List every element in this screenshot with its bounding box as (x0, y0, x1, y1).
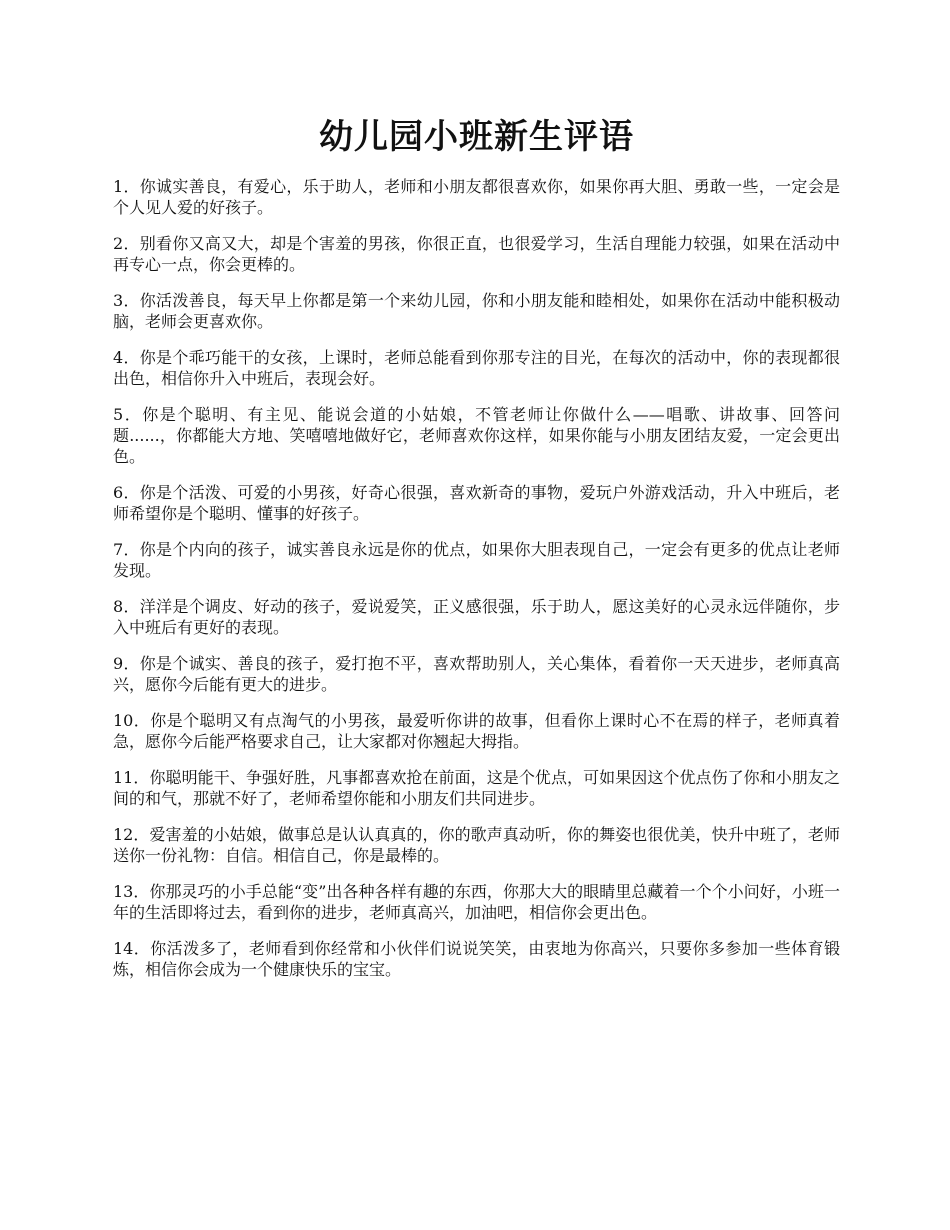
comment-paragraph: 11．你聪明能干、争强好胜，凡事都喜欢抢在前面，这是个优点，可如果因这个优点伤了你和小朋友之间的和气，那就不好了，老师希望你能和小朋友们共同进步。 (113, 768, 840, 808)
comment-paragraph: 12．爱害羞的小姑娘，做事总是认认真真的，你的歌声真动听，你的舞姿也很优美，快升中班了，老师送你一份礼物：自信。相信自己，你是最棒的。 (113, 825, 840, 865)
comment-paragraph: 10．你是个聪明又有点淘气的小男孩，最爱听你讲的故事，但看你上课时心不在焉的样子，老师真着急，愿你今后能严格要求自己，让大家都对你翘起大拇指。 (113, 711, 840, 751)
comment-paragraph: 2．别看你又高又大，却是个害羞的男孩，你很正直，也很爱学习，生活自理能力较强，如果在活动中再专心一点，你会更棒的。 (113, 234, 840, 274)
document-page (113, 112, 840, 995)
comment-paragraph: 9．你是个诚实、善良的孩子，爱打抱不平，喜欢帮助别人，关心集体，看着你一天天进步，老师真高兴，愿你今后能有更大的进步。 (113, 654, 840, 694)
comment-paragraph: 1．你诚实善良，有爱心，乐于助人，老师和小朋友都很喜欢你，如果你再大胆、勇敢一些，一定会是个人见人爱的好孩子。 (113, 177, 840, 217)
comment-paragraph: 6．你是个活泼、可爱的小男孩，好奇心很强，喜欢新奇的事物，爱玩户外游戏活动，升入中班后，老师希望你是个聪明、懂事的好孩子。 (113, 483, 840, 523)
comment-paragraph: 14．你活泼多了，老师看到你经常和小伙伴们说说笑笑，由衷地为你高兴，只要你多参加一些体育锻炼，相信你会成为一个健康快乐的宝宝。 (113, 939, 840, 979)
comment-paragraph: 7．你是个内向的孩子，诚实善良永远是你的优点，如果你大胆表现自己，一定会有更多的优点让老师发现。 (113, 540, 840, 580)
comment-paragraph: 8．洋洋是个调皮、好动的孩子，爱说爱笑，正义感很强，乐于助人，愿这美好的心灵永远伴随你，步入中班后有更好的表现。 (113, 597, 840, 637)
comment-paragraph: 5．你是个聪明、有主见、能说会道的小姑娘，不管老师让你做什么——唱歌、讲故事、回答问题......，你都能大方地、笑嘻嘻地做好它，老师喜欢你这样，如果你能与小朋友团结友爱，一定会更出色。 (113, 405, 840, 466)
comment-paragraph: 3．你活泼善良，每天早上你都是第一个来幼儿园，你和小朋友能和睦相处，如果你在活动中能积极动脑，老师会更喜欢你。 (113, 291, 840, 331)
comment-paragraph: 13．你那灵巧的小手总能“变”出各种各样有趣的东西，你那大大的眼睛里总藏着一个个小问好，小班一年的生活即将过去，看到你的进步，老师真高兴，加油吧，相信你会更出色。 (113, 882, 840, 922)
page-title: 幼儿园小班新生评语 (319, 117, 634, 157)
comment-paragraph: 4．你是个乖巧能干的女孩，上课时，老师总能看到你那专注的目光，在每次的活动中，你的表现都很出色，相信你升入中班后，表现会好。 (113, 348, 840, 388)
